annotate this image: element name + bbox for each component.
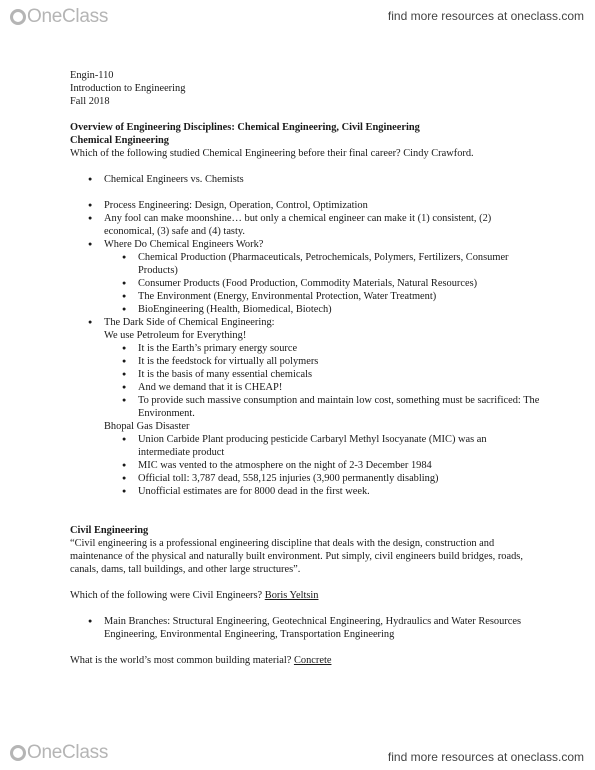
civil-quote: “Civil engineering is a professional engineering discipline that deals with the design, construction and maintenance of the physical and naturally built environment. Put simply, civil engineers build bridges, roads, canals, dams, tall buildings, and other large structures”.: [70, 538, 523, 575]
course-code: Engin-110: [70, 70, 114, 81]
bullet-dark-side: ● The Dark Side of Chemical Engineering:: [70, 316, 540, 329]
logo-text: OneClass: [27, 6, 109, 27]
footer-logo-circle-icon: [10, 745, 26, 761]
bhopal-line: Bhopal Gas Disaster: [104, 421, 190, 432]
bullet-moonshine: ● Any fool can make moonshine… but only a chemical engineer can make it (1) consistent, (2) economical, (3) safe and (4) tasty.: [70, 212, 540, 238]
civil-heading: Civil Engineering: [70, 525, 149, 536]
bhopal-item: ● MIC was vented to the atmosphere on the night of 2-3 December 1984: [70, 459, 540, 472]
footer-logo[interactable]: [10, 742, 108, 764]
bullet-vs: ● Chemical Engineers vs. Chemists: [70, 173, 540, 186]
where-item: ● Chemical Production (Pharmaceuticals, Petrochemicals, Polymers, Fertilizers, Consumer Products): [70, 251, 540, 277]
petro-item: ● It is the Earth’s primary energy source: [70, 342, 540, 355]
civil-question: Which of the following were Civil Engineers? Boris Yeltsin: [70, 590, 319, 601]
material-answer: Concrete: [293, 655, 332, 666]
petro-item: ● It is the feedstock for virtually all polymers: [70, 355, 540, 368]
bhopal-item: ● Unofficial estimates are for 8000 dead in the first week.: [70, 485, 540, 498]
material-question: What is the world’s most common building material? Concrete: [70, 655, 332, 666]
bhopal-item: ● Union Carbide Plant producing pesticide Carbaryl Methyl Isocyanate (MIC) was an intermediate product: [70, 433, 540, 459]
header-resources-link[interactable]: find more resources at oneclass.com: [387, 9, 584, 23]
petroleum-line: We use Petroleum for Everything!: [104, 330, 247, 341]
chem-heading: Chemical Engineering: [70, 135, 169, 146]
where-item: ● Consumer Products (Food Production, Commodity Materials, Natural Resources): [70, 277, 540, 290]
oneclass-logo[interactable]: [10, 6, 108, 28]
where-item: ● The Environment (Energy, Environmental Protection, Water Treatment): [70, 290, 540, 303]
where-item: ● BioEngineering (Health, Biomedical, Biotech): [70, 303, 540, 316]
civil-answer: Boris Yeltsin: [264, 590, 319, 601]
petro-item: ● And we demand that it is CHEAP!: [70, 381, 540, 394]
bullet-branches: ● Main Branches: Structural Engineering, Geotechnical Engineering, Hydraulics and Water Resources Engineering, Environmental Engineering, Transportation Engineering: [70, 615, 540, 641]
chem-question: Which of the following studied Chemical Engineering before their final career? Cindy Crawford.: [70, 148, 474, 159]
overview-heading: Overview of Engineering Disciplines: Chemical Engineering, Civil Engineering: [70, 122, 420, 133]
course-title: Introduction to Engineering: [70, 83, 186, 94]
bullet-where: ● Where Do Chemical Engineers Work?: [70, 238, 540, 251]
bhopal-item: ● Official toll: 3,787 dead, 558,125 injuries (3,900 permanently disabling): [70, 472, 540, 485]
logo-circle-icon: [10, 9, 26, 25]
petro-item: ● To provide such massive consumption and maintain low cost, something must be sacrificed: The Environment.: [70, 394, 540, 420]
petro-item: ● It is the basis of many essential chemicals: [70, 368, 540, 381]
footer-logo-text: OneClass: [27, 742, 109, 763]
footer-resources-link[interactable]: find more resources at oneclass.com: [387, 750, 584, 764]
course-term: Fall 2018: [70, 96, 110, 107]
bullet-process: ● Process Engineering: Design, Operation, Control, Optimization: [70, 199, 540, 212]
document-body: [70, 69, 540, 667]
